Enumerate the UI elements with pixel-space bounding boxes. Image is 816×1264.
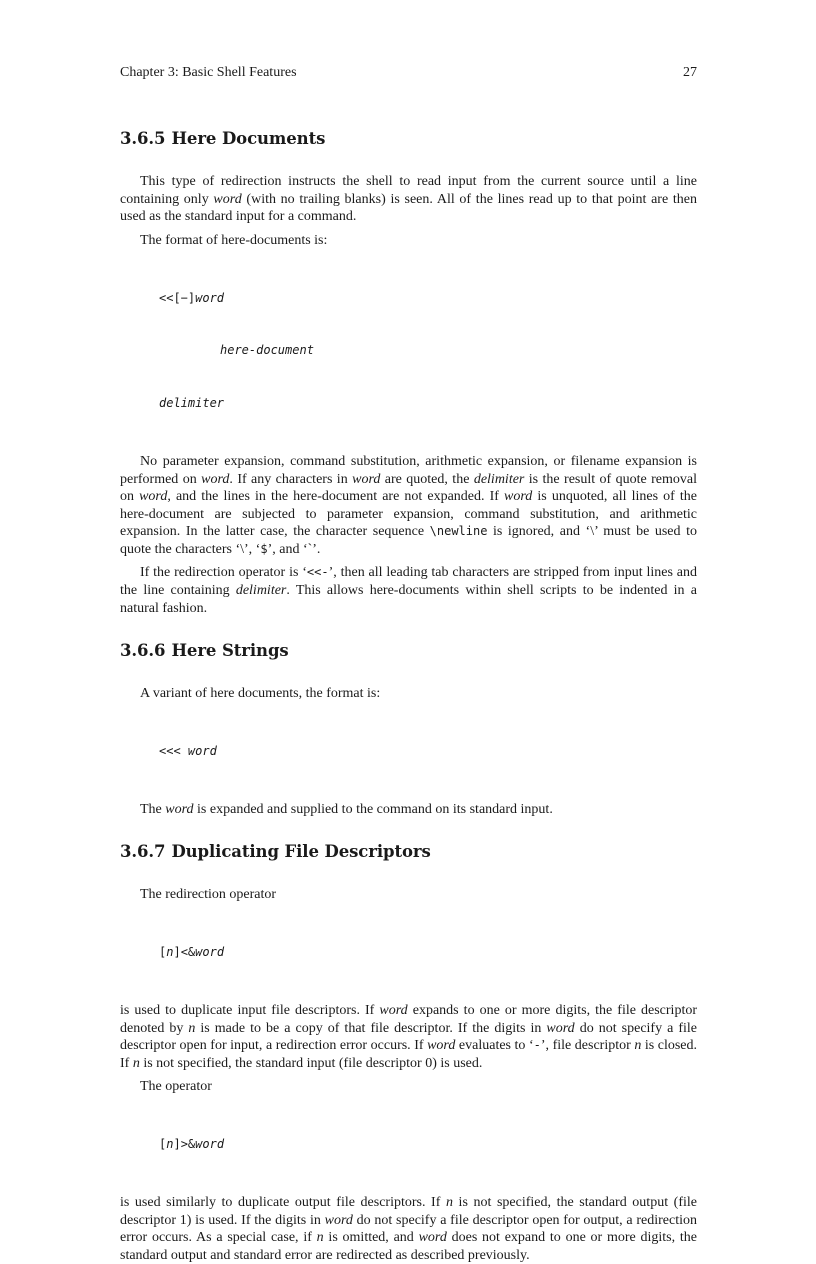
code-var: n	[166, 945, 174, 960]
code-text: ]<&	[173, 945, 196, 960]
text: If the redirection operator is ‘	[140, 565, 307, 581]
text: , and the lines in the here-document are not expanded. If	[167, 489, 505, 505]
var-word: word	[324, 1212, 353, 1228]
var-n: n	[188, 1020, 196, 1036]
text: is expanded and supplied to the command on its standard input.	[193, 801, 553, 817]
page	[120, 64, 697, 1264]
var-word: word	[165, 801, 194, 817]
text: . If any characters in	[229, 471, 353, 487]
text: . This allows here-documents within shell scripts to be indented in a natural fashion.	[120, 583, 697, 616]
text: is closed. If	[120, 1038, 698, 1071]
text: is ignored, and ‘\’ must be used to quote the characters ‘\’, ‘	[120, 524, 697, 557]
code-line	[159, 1136, 697, 1154]
code-text: <<<	[159, 744, 188, 759]
section-title: Duplicating File Descriptors	[171, 842, 431, 862]
var-word: word	[418, 1230, 447, 1246]
paragraph	[120, 1002, 697, 1072]
var-delimiter: delimiter	[235, 583, 287, 599]
text: ’, then all leading tab characters are stripped from input lines and the line containing	[120, 565, 697, 599]
code-line: delimiter	[159, 396, 225, 411]
code-block	[159, 254, 697, 448]
text: does not expand to one or more digits, the standard output and standard error are redirected as described previously.	[120, 1230, 698, 1263]
code-operator: <<-	[306, 565, 329, 580]
text: is made to be a copy of that file descriptor. If the digits in	[195, 1020, 547, 1036]
text: ’, and ‘`’.	[267, 541, 321, 557]
text: is omitted, and	[323, 1230, 419, 1246]
code-text: <<[−]	[159, 290, 196, 305]
var-word: word	[546, 1020, 575, 1036]
code-dollar: $	[260, 541, 268, 556]
code-line: here-document	[220, 343, 314, 358]
text: No parameter expansion, command substitution, arithmetic expansion, or filename expansion is performed on	[120, 453, 697, 487]
code-block	[159, 909, 697, 997]
code-dash: -	[533, 1038, 541, 1053]
text: is unquoted, all lines of the here-document are subjected to parameter expansion, command substitution, and arithmetic expansion. In the latter case, the character sequence	[120, 489, 697, 540]
section-heading-3-6-5	[120, 129, 697, 149]
code-var: word	[195, 290, 225, 305]
section-title: Here Strings	[171, 641, 289, 661]
code-block	[159, 708, 697, 796]
var-word: word	[352, 471, 381, 487]
var-n: n	[445, 1194, 453, 1210]
text: is used to duplicate input file descriptors. If	[120, 1002, 380, 1018]
code-var: word	[195, 1137, 225, 1152]
text: is used similarly to duplicate output file descriptors. If	[120, 1194, 446, 1210]
section-heading-3-6-7	[120, 842, 697, 862]
paragraph	[120, 801, 697, 819]
text: do not specify a file descriptor open for output, a redirection error occurs. As a special case, if	[120, 1212, 697, 1246]
code-line	[159, 944, 697, 962]
paragraph	[120, 1194, 697, 1264]
paragraph: The redirection operator	[140, 887, 277, 903]
paragraph: The operator	[140, 1079, 212, 1095]
code-text: ]>&	[173, 1137, 196, 1152]
var-n: n	[316, 1230, 324, 1246]
code-var: word	[187, 744, 217, 759]
var-word: word	[213, 191, 242, 207]
code-line	[159, 743, 697, 761]
code-var: word	[195, 945, 225, 960]
code-text: [	[159, 1137, 167, 1152]
var-word: word	[379, 1002, 408, 1018]
section-title: Here Documents	[171, 129, 326, 148]
code-newline: \newline	[429, 524, 488, 539]
running-header	[120, 64, 697, 81]
page-number: 27	[683, 65, 697, 80]
code-var: n	[166, 1137, 174, 1152]
section-heading-3-6-6	[120, 641, 697, 661]
code-line	[159, 290, 697, 308]
var-word: word	[504, 489, 533, 505]
text: is the result of quote removal on	[120, 471, 697, 505]
var-word: word	[139, 489, 168, 505]
paragraph: The format of here-documents is:	[140, 232, 328, 248]
text: are quoted, the	[380, 471, 474, 487]
var-word: word	[201, 471, 230, 487]
text: The	[140, 801, 166, 817]
text: ’, file descriptor	[540, 1038, 635, 1054]
code-text: [	[159, 945, 167, 960]
var-n: n	[132, 1055, 140, 1071]
text: expands to one or more digits, the file descriptor denoted by	[120, 1002, 697, 1036]
var-delimiter: delimiter	[473, 471, 525, 487]
paragraph	[120, 173, 697, 226]
section-number: 3.6.6	[120, 641, 166, 661]
text: evaluates to ‘	[455, 1038, 534, 1054]
paragraph	[120, 453, 697, 559]
text: (with no trailing blanks) is seen. All of the lines read up to that point are then used as the standard input for a command.	[120, 191, 697, 225]
code-block	[159, 1101, 697, 1189]
section-number: 3.6.7	[120, 842, 166, 862]
text: is not specified, the standard input (file descriptor 0) is used.	[139, 1055, 483, 1071]
text: is not specified, the standard output (file descriptor 1) is used. If the digits in	[120, 1194, 697, 1228]
text: This type of redirection instructs the shell to read input from the current source until a line containing only	[120, 174, 697, 207]
section-number: 3.6.5	[120, 129, 166, 148]
paragraph: A variant of here documents, the format is:	[140, 686, 381, 702]
var-n: n	[634, 1038, 642, 1054]
var-word: word	[427, 1038, 456, 1054]
text: do not specify a file descriptor open for input, a redirection error occurs. If	[120, 1020, 698, 1054]
paragraph	[120, 564, 697, 617]
chapter-title: Chapter 3: Basic Shell Features	[120, 65, 297, 80]
